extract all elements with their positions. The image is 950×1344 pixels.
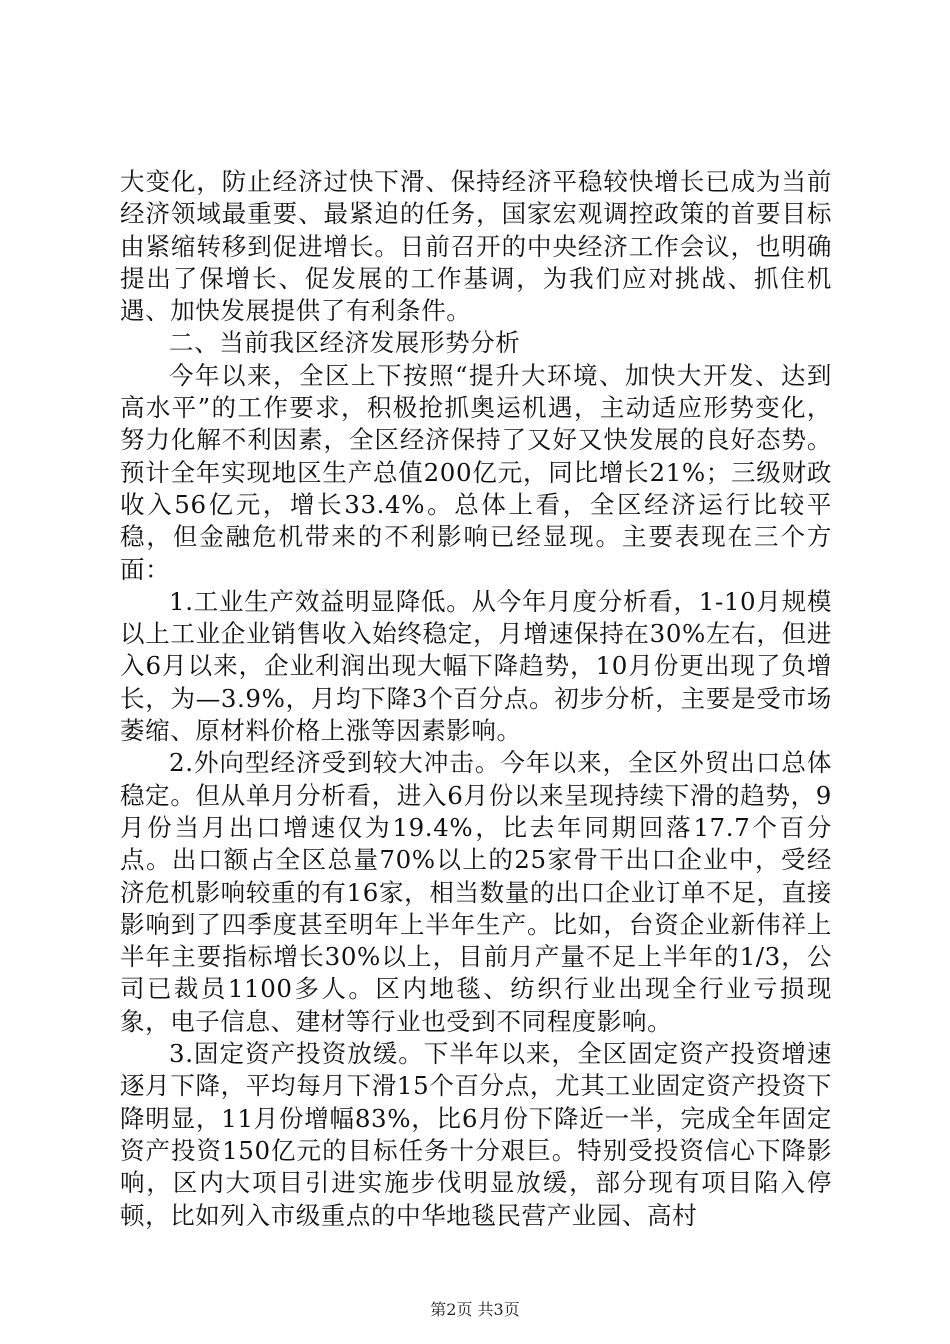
document-body xyxy=(120,166,832,1232)
paragraph-overview: 今年以来，全区上下按照“提升大环境、加快大开发、达到高水平”的工作要求，积极抢抓奥运机遇，主动适应形势变化，努力化解不利因素，全区经济保持了又好又快发展的良好态势。预计全年实现地区生产总值200亿元，同比增长21%；三级财政收入56亿元，增长33.4%。总体上看，全区经济运行比较平稳，但金融危机带来的不利影响已经显现。主要表现在三个方面： xyxy=(120,360,832,584)
page-footer: 第2页 共3页 xyxy=(430,1300,520,1319)
paragraph-item-3: 3.固定资产投资放缓。下半年以来，全区固定资产投资增速逐月下降，平均每月下滑15个百分点，尤其工业固定资产投资下降明显，11月份增幅83%，比6月份下降近一半，完成全年固定资产投资150亿元的目标任务十分艰巨。特别受投资信心下降影响，区内大项目引进实施步伐明显放缓，部分现有项目陷入停顿，比如列入市级重点的中华地毯民营产业园、高村 xyxy=(120,1039,832,1230)
section-heading: 二、当前我区经济发展形势分析 xyxy=(169,328,521,358)
paragraph-continuation: 大变化，防止经济过快下滑、保持经济平稳较快增长已成为当前经济领域最重要、最紧迫的任务，国家宏观调控政策的首要目标由紧缩转移到促进增长。日前召开的中央经济工作会议，也明确提出了保增长、促发展的工作基调，为我们应对挑战、抓住机遇、加快发展提供了有利条件。 xyxy=(120,167,832,326)
paragraph-item-1: 1.工业生产效益明显降低。从今年月度分析看，1-10月规模以上工业企业销售收入始终稳定，月增速保持在30%左右，但进入6月以来，企业利润出现大幅下降趋势，10月份更出现了负增长，为—3.9%，月均下降3个百分点。初步分析，主要是受市场萎缩、原材料价格上涨等因素影响。 xyxy=(120,586,832,746)
paragraph-item-2: 2.外向型经济受到较大冲击。今年以来，全区外贸出口总体稳定。但从单月分析看，进入6月份以来呈现持续下滑的趋势，9月份当月出口增速仅为19.4%，比去年同期回落17.7个百分点。出口额占全区总量70%以上的25家骨干出口企业中，受经济危机影响较重的有16家，相当数量的出口企业订单不足，直接影响到了四季度甚至明年上半年生产。比如，台资企业新伟祥上半年主要指标增长30%以上，目前月产量不足上半年的1/3，公司已裁员1100多人。区内地毯、纺织行业出现全行业亏损现象，电子信息、建材等行业也受到不同程度影响。 xyxy=(120,748,832,1036)
